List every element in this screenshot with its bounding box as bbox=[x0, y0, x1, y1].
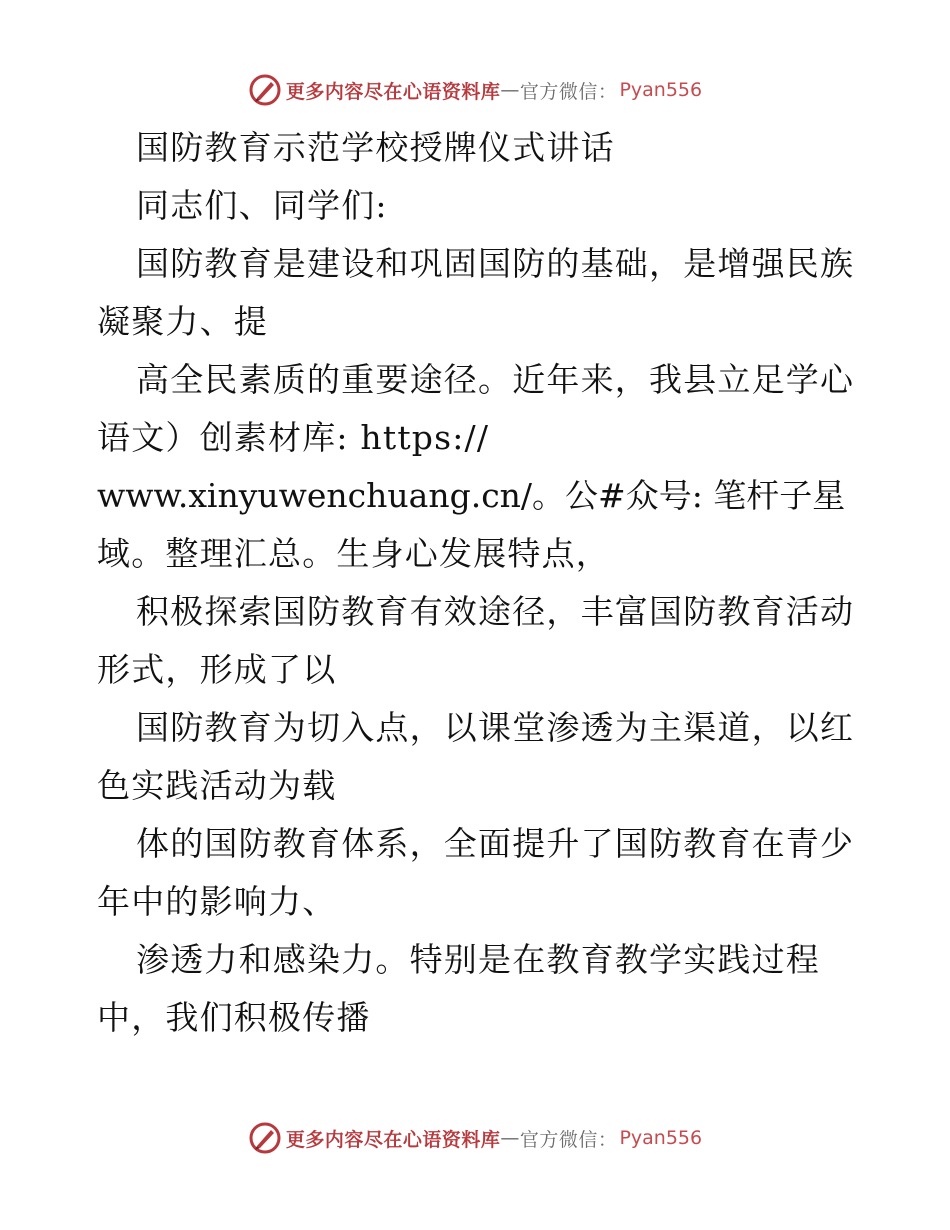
paragraph-line: 凝聚力、提 bbox=[97, 302, 268, 341]
paragraph-line: 体的国防教育体系，全面提升了国防教育在青少 bbox=[136, 824, 855, 863]
document-greeting: 同志们、同学们: bbox=[136, 186, 388, 225]
banner-wechat-handle: Pyan556 bbox=[619, 1127, 703, 1149]
paragraph-line: 渗透力和感染力。特别是在教育教学实践过程 bbox=[136, 940, 820, 979]
quill-logo-icon bbox=[248, 73, 282, 107]
banner-main-text: 更多内容尽在心语资料库 bbox=[285, 1128, 501, 1151]
paragraph-line: 积极探索国防教育有效途径，丰富国防教育活动 bbox=[136, 592, 855, 631]
paragraph-line: 形式，形成了以 bbox=[97, 650, 337, 689]
paragraph-line: 年中的影响力、 bbox=[97, 882, 337, 921]
paragraph-line: 国防教育为切入点，以课堂渗透为主渠道，以红 bbox=[136, 708, 855, 747]
paragraph-line: 域。整理汇总。生身心发展特点， bbox=[97, 534, 610, 573]
banner-wechat-label: 官方微信： bbox=[519, 80, 618, 103]
banner-separator: — bbox=[500, 79, 520, 101]
paragraph-line: 中，我们积极传播 bbox=[97, 998, 371, 1037]
document-title: 国防教育示范学校授牌仪式讲话 bbox=[136, 128, 615, 167]
paragraph-line: 色实践活动为载 bbox=[97, 766, 337, 805]
banner-wechat-handle: Pyan556 bbox=[619, 79, 703, 101]
header-banner bbox=[0, 70, 950, 110]
banner-wechat-label: 官方微信： bbox=[519, 1128, 618, 1151]
banner-separator: — bbox=[500, 1127, 520, 1149]
paragraph-line: 语文）创素材库: https:// bbox=[97, 418, 490, 457]
footer-banner bbox=[0, 1118, 950, 1158]
paragraph-line: www.xinyuwenchuang.cn/。公#众号: 笔杆子星 bbox=[97, 476, 846, 515]
paragraph-line: 国防教育是建设和巩固国防的基础，是增强民族 bbox=[136, 244, 855, 283]
banner-main-text: 更多内容尽在心语资料库 bbox=[285, 80, 501, 103]
quill-logo-icon bbox=[248, 1121, 282, 1155]
paragraph-line: 高全民素质的重要途径。近年来，我县立足学心 bbox=[136, 360, 855, 399]
